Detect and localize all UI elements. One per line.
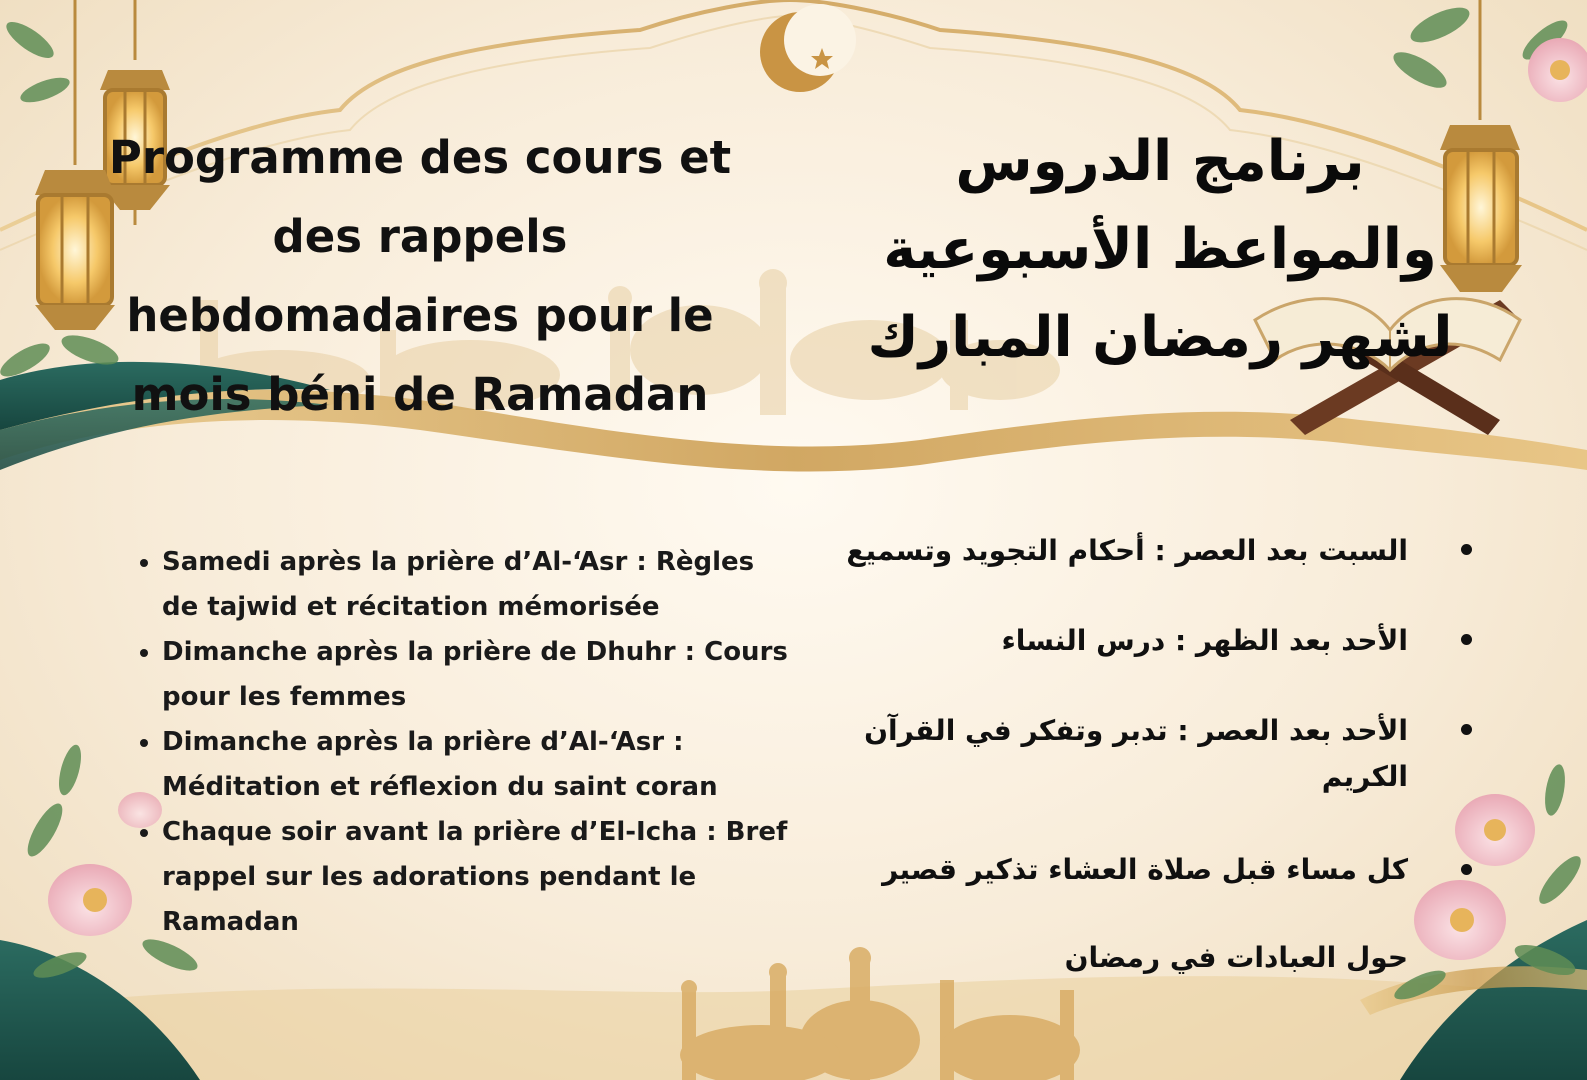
french-schedule-list [122, 540, 792, 945]
french-schedule-item-saturday-asr: • Samedi après la prière d’Al-‘Asr : Règles de tajwid et récitation mémorisée [162, 540, 792, 630]
arabic-schedule-text: الأحد بعد الظهر : درس النساء [1001, 624, 1408, 657]
french-schedule-item-sunday-asr: • Dimanche après la prière d’Al-‘Asr : Méditation et réflexion du saint coran [162, 720, 792, 810]
arabic-schedule-item-sunday-dhuhr [820, 618, 1480, 664]
arabic-schedule-item-evening-isha [820, 826, 1480, 1002]
french-schedule-item-sunday-dhuhr: • Dimanche après la prière de Dhuhr : Cours pour les femmes [162, 630, 792, 720]
bullet-icon [1461, 544, 1472, 555]
arabic-schedule-list [820, 528, 1480, 1046]
arabic-schedule-text: كل مساء قبل صلاة العشاء تذكير قصير حول العبادات في رمضان [882, 853, 1408, 974]
arabic-schedule-item-saturday-asr [820, 528, 1480, 574]
arabic-schedule-text: السبت بعد العصر : أحكام التجويد وتسميع [846, 534, 1408, 567]
arabic-schedule-text: الأحد بعد العصر : تدبر وتفكر في القرآن الكريم [864, 714, 1408, 793]
arabic-schedule-item-sunday-asr [820, 708, 1480, 800]
french-title: Programme des cours et des rappels hebdomadaires pour le mois béni de Ramadan [108, 131, 732, 421]
arabic-title: برنامج الدروس والمواعظ الأسبوعية لشهر رمضان المبارك [867, 129, 1453, 370]
bullet-icon [1461, 634, 1472, 645]
bullet-icon [1461, 864, 1472, 875]
french-schedule-item-evening-icha: • Chaque soir avant la prière d’El-Icha : Bref rappel sur les adorations pendant le Ramadan [162, 810, 792, 945]
bullet-icon [1461, 724, 1472, 735]
